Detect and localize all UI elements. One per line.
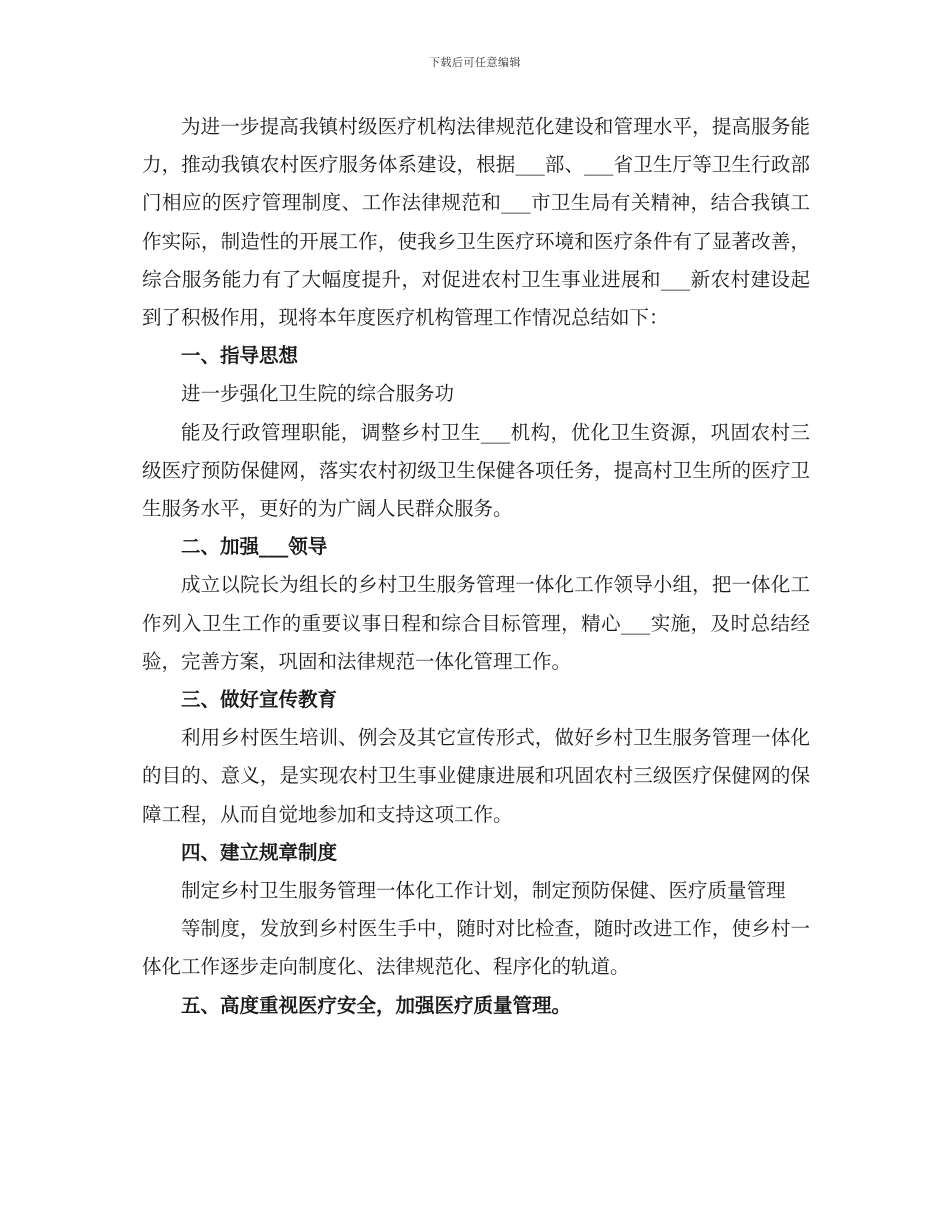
section-heading-2: 二、加强___领导 [181,535,328,559]
section-1-paragraph-2: 能及行政管理职能，调整乡村卫生___机构，优化卫生资源，巩固农村三级医疗预防保健网，落实农村初级卫生保健各项任务，提高村卫生所的医疗卫生服务水平，更好的为广阔人民群众服务。 [142,420,810,521]
section-heading-4: 四、建立规章制度 [181,840,338,864]
section-heading-3: 三、做好宣传教育 [181,688,338,712]
section-2-paragraph-1: 成立以院长为组长的乡村卫生服务管理一体化工作领导小组，把一体化工作列入卫生工作的重要议事日程和综合目标管理，精心___实施，及时总结经验，完善方案，巩固和法律规范一体化管理工作。 [142,573,810,673]
document-body [142,108,810,1025]
section-4-paragraph-2: 等制度，发放到乡村医生手中，随时对比检查，随时改进工作，使乡村一体化工作逐步走向制度化、法律规范化、程序化的轨道。 [142,917,810,979]
section-4-paragraph-1: 制定乡村卫生服务管理一体化工作计划，制定预防保健、医疗质量管理 [181,879,786,903]
section-heading-5: 五、高度重视医疗安全，加强医疗质量管理。 [181,993,572,1017]
section-heading-1: 一、指导思想 [181,344,299,368]
header-note: 下载后可任意编辑 [429,56,521,69]
section-3-paragraph-1: 利用乡村医生培训、例会及其它宣传形式，做好乡村卫生服务管理一体化的目的、意义，是实现农村卫生事业健康进展和巩固农村三级医疗保健网的保障工程，从而自觉地参加和支持这项工作。 [142,726,810,826]
section-1-paragraph-1: 进一步强化卫生院的综合服务功 [181,382,455,406]
intro-paragraph: 为进一步提高我镇村级医疗机构法律规范化建设和管理水平，提高服务能力，推动我镇农村医疗服务体系建设，根据___部、___省卫生厅等卫生行政部门相应的医疗管理制度、工作法律规范和___市卫生局有关精神，结合我镇工作实际，制造性的开展工作，使我乡卫生医疗环境和医疗条件有了显著改善，综合服务能力有了大幅度提升，对促进农村卫生事业进展和___新农村建设起到了积极作用，现将本年度医疗机构管理工作情况总结如下： [142,115,810,330]
